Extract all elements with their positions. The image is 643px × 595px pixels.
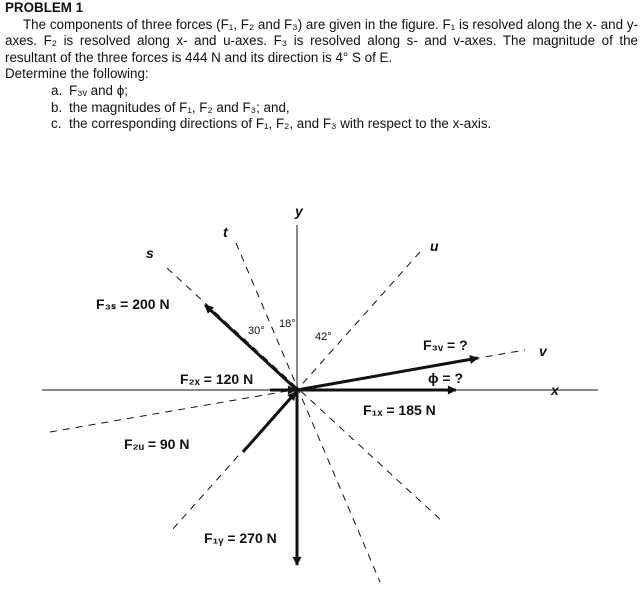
f3s-label: F₃ₛ = 200 N [96,296,170,312]
phi-label: ϕ = ? [428,370,463,386]
task-marker: c. [51,116,62,132]
task-marker: a. [51,82,63,98]
task-text: the corresponding directions of F₁, F₂, and F₃ with respect to the x-axis. [69,116,492,132]
v-axis-label: v [539,343,547,359]
angle-18-label: 18° [279,318,296,330]
problem-heading: PROBLEM 1 [5,0,84,15]
task-text: F₃ᵥ and ϕ; [69,82,128,98]
f2u-arrow [243,392,296,452]
u-axis-label: u [430,238,439,254]
f2x-label: F₂ₓ = 120 N [180,371,254,387]
problem-statement: The components of three forces (F₁, F₂ and F₃) are given in the figure. F₁ is resolved along the x- and y-axes. F₂ is resolved along x- and u-axes. F₃ is resolved along s- and v-axes. The magnitude of the resultant of the three forces is 444 N and its direction is 4° S of E. [5,16,638,65]
t-axis-label: t [223,224,228,240]
task-marker: b. [51,99,63,115]
problem-intro: Determine the following: [5,66,149,82]
x-axis-label: x [551,382,559,398]
angle-42-label: 42° [315,331,332,343]
f1x-label: F₁ₓ = 185 N [363,402,436,418]
f2u-label: F₂ᵤ = 90 N [124,436,190,452]
f3v-label: F₃ᵥ = ? [423,337,468,353]
task-text: the magnitudes of F₁, F₂ and F₃; and, [69,99,290,115]
y-axis-label: y [295,203,303,219]
f1y-label: F₁ᵧ = 270 N [204,530,277,546]
s-axis-label: s [146,245,154,261]
angle-30-label: 30° [248,325,265,337]
